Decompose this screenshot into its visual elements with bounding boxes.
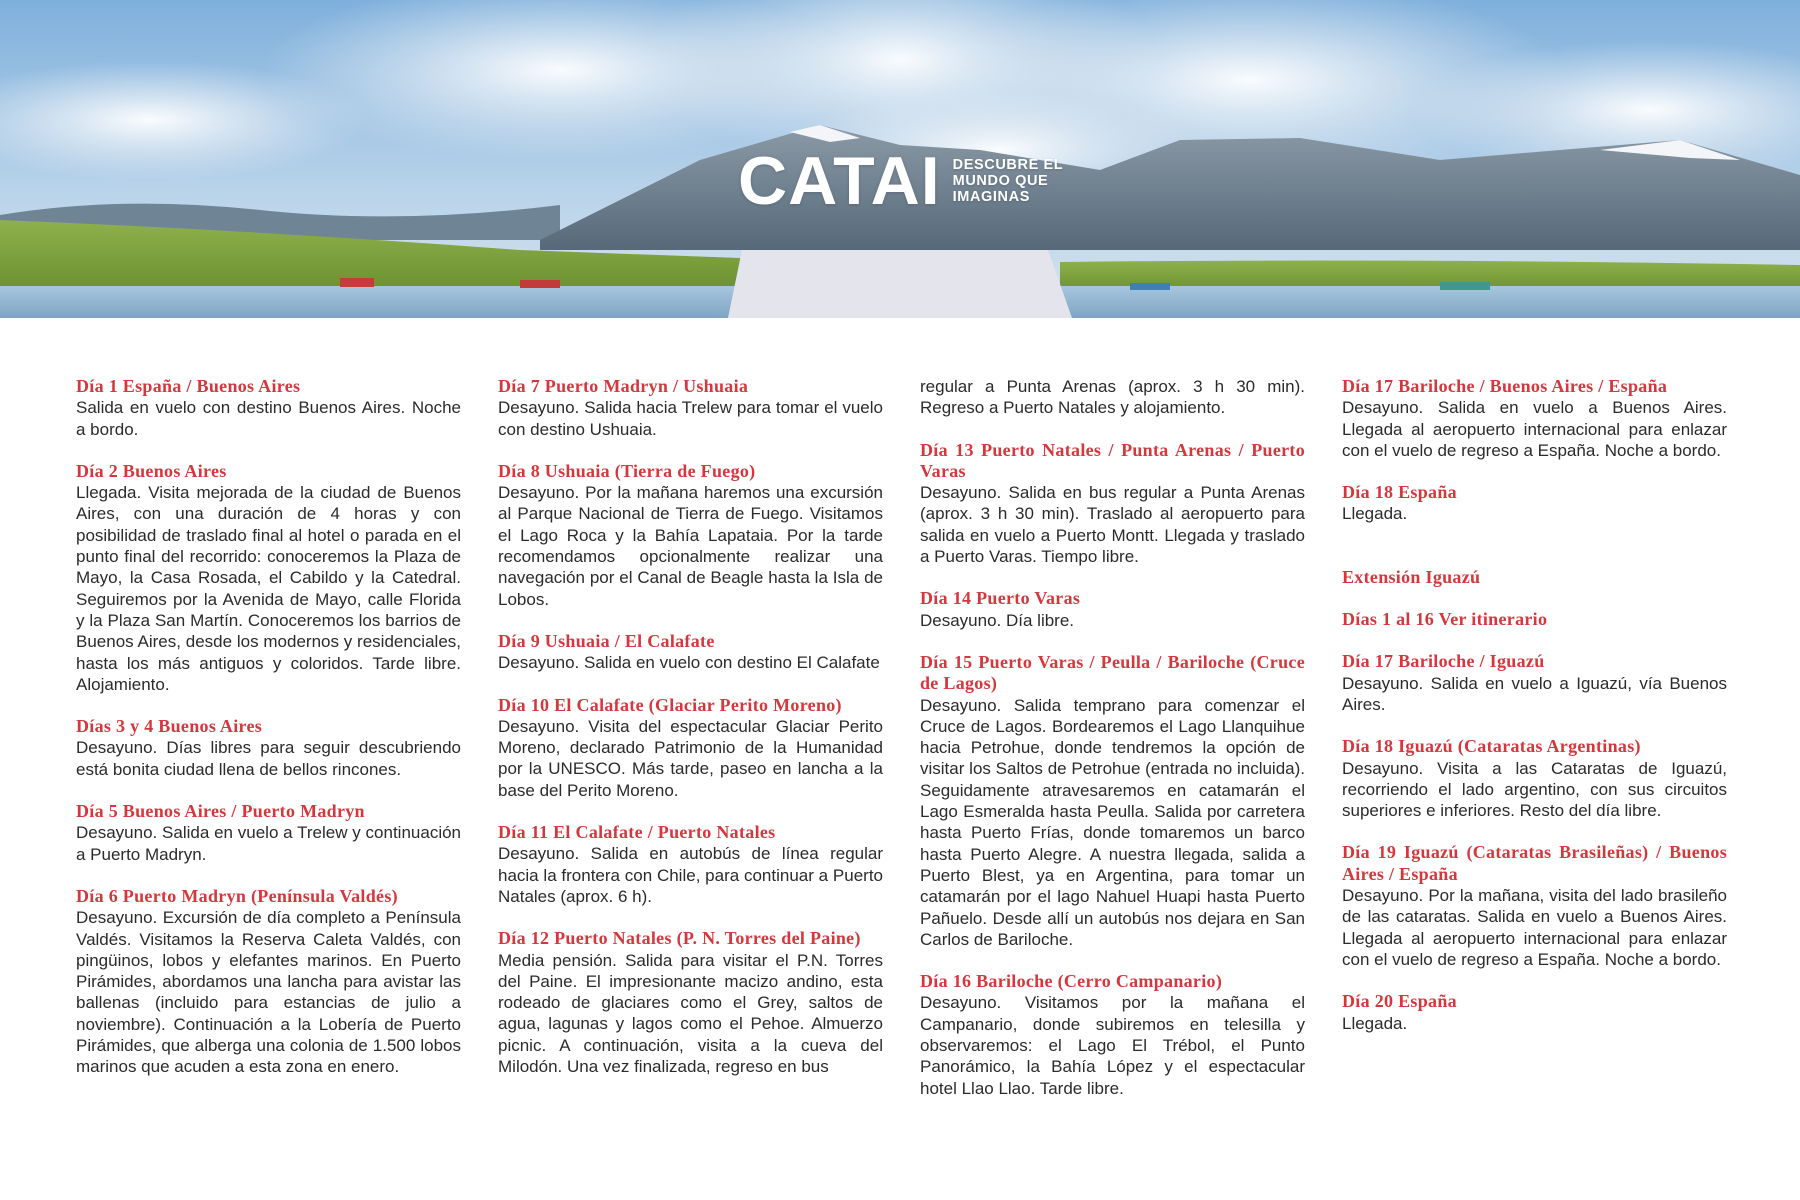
day-title: Día 16 Bariloche (Cerro Campanario) [920,971,1223,992]
itinerary-day [1342,991,1727,1034]
day-title: Día 2 Buenos Aires [76,460,227,481]
day-title: Día 17 Bariloche / Iguazú [1342,651,1545,672]
brand-tagline-line: MUNDO QUE [952,173,1049,189]
day-title: Día 12 Puerto Natales (P. N. Torres del Paine) [498,928,861,949]
itinerary-day [498,376,883,440]
itinerary-day [76,461,461,695]
day-title: Día 5 Buenos Aires / Puerto Madryn [76,801,365,822]
day-title: Día 13 Puerto Natales / Punta Arenas / Puerto Varas [920,439,1305,481]
day-description: Desayuno. Salida en bus regular a Punta Arenas (aprox. 3 h 30 min). Traslado al aeropuerto para salida en vuelo a Puerto Montt. Llegada y traslado a Puerto Varas. Tiempo libre. [920,483,1305,567]
day-description: Media pensión. Salida para visitar el P.N. Torres del Paine. El impresionante macizo andino, esta rodeado de glaciares como el Grey, saltos de agua, lagunas y lagos como el Pehoe. Almuerzo picnic. A continuación, visita a la cueva del Milodón. Una vez finalizada, regreso en bus [498,950,883,1077]
itinerary-day [920,971,1305,1099]
day-title: Día 1 España / Buenos Aires [76,376,301,396]
brand-name: CATAI [738,143,941,219]
day-title: Día 9 Ushuaia / El Calafate [498,630,715,651]
day-title: Día 10 El Calafate (Glaciar Perito Moreno) [498,694,842,715]
itinerary-day [920,440,1305,568]
day-title: Día 18 Iguazú (Cataratas Argentinas) [1342,736,1641,757]
day-description: Salida en vuelo con destino Buenos Aires. Noche a bordo. [76,398,461,439]
day-description: Desayuno. Días libres para seguir descubriendo está bonita ciudad llena de bellos rincones. [76,738,461,779]
day-description: Llegada. [1342,1013,1408,1033]
itinerary-day [1342,609,1727,630]
brand-tagline-line: DESCUBRE EL [952,157,1064,173]
day-description: Desayuno. Salida en vuelo a Trelew y continuación a Puerto Madryn. [76,823,461,864]
day-title: Día 14 Puerto Varas [920,588,1081,609]
day-title: Día 8 Ushuaia (Tierra de Fuego) [498,460,756,481]
day-description: Llegada. Visita mejorada de la ciudad de Buenos Aires, con una duración de 4 horas y con posibilidad de traslado final al hotel o parada en el punto final del recorrido: conoceremos la Plaza de Mayo, la Casa Rosada, el Cabildo y la Catedral. Seguiremos por la Avenida de Mayo, calle Florida y la Plaza San Martín. Conoceremos los barrios de Buenos Aires, desde los modernos y residenciales, hasta los más antiguos y coloridos. Tarde libre. Alojamiento. [76,483,461,694]
day-description: Desayuno. Salida en vuelo a Iguazú, vía Buenos Aires. [1342,673,1727,714]
extension-heading: Extensión Iguazú [1342,566,1481,587]
itinerary-day [1342,482,1727,525]
day-title: Día 17 Bariloche / Buenos Aires / España [1342,376,1668,396]
day-title: Día 6 Puerto Madryn (Península Valdés) [76,885,398,906]
day-title: Días 1 al 16 Ver itinerario [1342,609,1548,630]
itinerary-day [498,928,883,1077]
day-title: Días 3 y 4 Buenos Aires [76,716,263,737]
itinerary-column-1 [76,376,461,1099]
extension-section [1342,567,1727,588]
day-title: Día 20 España [1342,991,1457,1012]
day-description: Desayuno. Salida en autobús de línea regular hacia la frontera con Chile, para continuar a Puerto Natales (aprox. 6 h). [498,844,883,906]
itinerary-day [76,376,461,440]
itinerary-day [498,461,883,610]
day-description: Desayuno. Día libre. [920,610,1075,630]
brand-tagline-line: IMAGINAS [952,189,1030,205]
brand-logo [738,143,1064,219]
day-title: Día 15 Puerto Varas / Peulla / Bariloche (Cruce de Lagos) [920,651,1305,694]
itinerary-day [498,822,883,907]
day-description: Desayuno. Excursión de día completo a Península Valdés. Visitamos la Reserva Caleta Valdés, con pingüinos, lobos y elefantes marinos. En Puerto Pirámides, abordamos una lancha para avistar las ballenas (incluido para estancias de julio a noviembre). Continuación a la Lobería de Puerto Pirámides, que alberga una colonia de 1.500 lobos marinos que acuden a esta zona en enero. [76,908,461,1077]
itinerary-day [920,652,1305,950]
itinerary-day [920,588,1305,631]
itinerary-day [76,801,461,865]
itinerary-column-4 [1342,376,1727,1055]
itinerary-day [1342,376,1727,461]
brand-tagline [953,157,1064,205]
day-title: Día 18 España [1342,482,1457,503]
day-description: Llegada. [1342,504,1408,524]
itinerary-day [498,695,883,801]
day-description: Desayuno. Visita a las Cataratas de Iguazú, recorriendo el lado argentino, con sus circuitos superiores e inferiores. Resto del día libre. [1342,758,1727,821]
itinerary-day [1342,842,1727,970]
day-description: Desayuno. Visita del espectacular Glaciar Perito Moreno, declarado Patrimonio de la Humanidad por la UNESCO. Más tarde, paseo en lancha a la base del Perito Moreno. [498,716,883,800]
itinerary-day [1342,736,1727,821]
itinerary [76,376,1726,1156]
itinerary-column-3 [920,376,1305,1120]
day-title: Día 11 El Calafate / Puerto Natales [498,822,776,843]
day-description: Desayuno. Salida temprano para comenzar el Cruce de Lagos. Bordearemos el Lago Llanquihue hacia Petrohue, donde tendremos la opción de visitar los Saltos de Petrohue (entrada no incluida). Seguidamente atravesaremos en catamarán el Lago Esmeralda hasta Peulla. Salida por carretera hasta Puerto Frías, donde tomaremos un barco hasta Puerto Alegre. A nuestra llegada, salida a Puerto Blest, ya en Argentina, para tomar un catamarán por el lago Nahuel Huapi hasta Puerto Pañuelo. Desde allí un autobús nos dejara en San Carlos de Bariloche. [920,695,1305,949]
day-description: Desayuno. Salida hacia Trelew para tomar el vuelo con destino Ushuaia. [498,398,883,439]
day-description: Desayuno. Salida en vuelo con destino El Calafate [498,653,880,673]
day-description: Desayuno. Visitamos por la mañana el Campanario, donde subiremos en telesilla y observaremos: el Lago El Trébol, el Punto Panorámico, la Bahía López y el espectacular hotel Llao Llao. Tarde libre. [920,993,1305,1098]
day-title: Día 7 Puerto Madryn / Ushuaia [498,376,749,396]
day-title: Día 19 Iguazú (Cataratas Brasileñas) / Buenos Aires / España [1342,842,1727,884]
day-description: Desayuno. Salida en vuelo a Buenos Aires. Llegada al aeropuerto internacional para enlazar con el vuelo de regreso a España. Noche a bordo. [1342,398,1727,460]
day-description: Desayuno. Por la mañana haremos una excursión al Parque Nacional de Tierra de Fuego. Visitamos el Lago Roca y la Bahía Lapataia. Por la tarde recomendamos opcionalmente realizar una navegación por el Canal de Beagle hasta la Isla de Lobos. [498,483,883,609]
itinerary-day [76,716,461,780]
header-banner [0,0,1800,318]
itinerary-column-2 [498,376,883,1098]
day-description: Desayuno. Por la mañana, visita del lado brasileño de las cataratas. Salida en vuelo a Buenos Aires. Llegada al aeropuerto internacional para enlazar con el vuelo de regreso a España. Noche a bordo. [1342,886,1727,969]
itinerary-day [1342,651,1727,715]
itinerary-day [76,886,461,1078]
itinerary-day [498,631,883,674]
continued-text: regular a Punta Arenas (aprox. 3 h 30 min). Regreso a Puerto Natales y alojamiento. [920,377,1305,418]
header-tab [728,250,1072,318]
spacer [1342,546,1727,567]
